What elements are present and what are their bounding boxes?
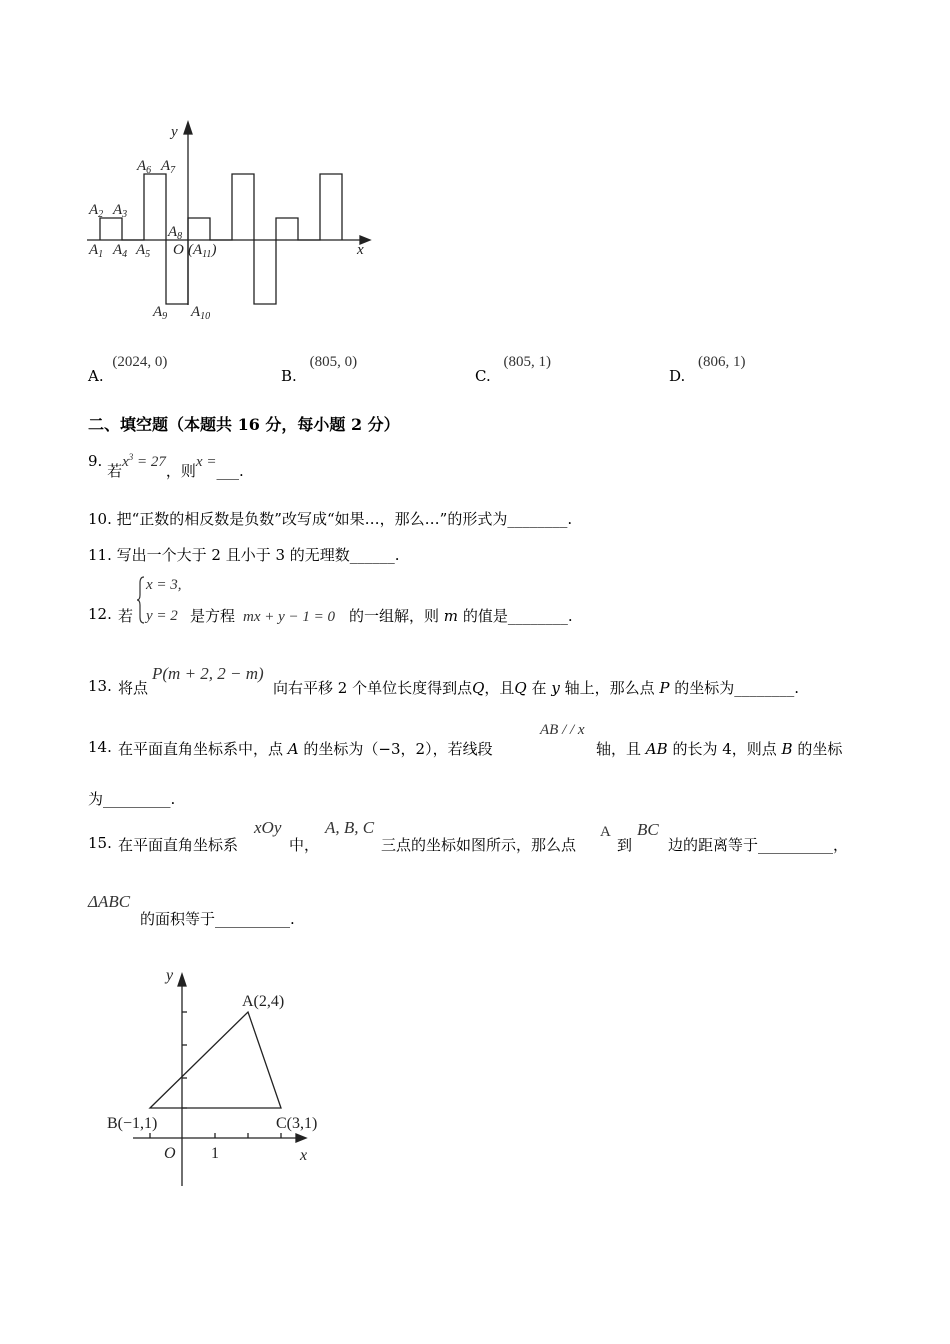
svg-text:(A11): $(A_{11})$ <box>188 242 217 260</box>
triangle-abc <box>150 1012 281 1108</box>
axis-x-label: x <box>357 242 364 258</box>
point-a-label: A(2,4) <box>242 993 285 1010</box>
svg-text:A1: $A_1$ <box>89 242 104 260</box>
option-a <box>88 352 168 385</box>
option-c <box>475 352 551 385</box>
tick-label-1: 1 <box>211 1145 219 1162</box>
step-path <box>100 174 342 304</box>
y-axis-arrow-2 <box>178 974 186 986</box>
q12-system-line2: y = 2 <box>146 608 178 624</box>
svg-text:A7: $A_7$ <box>161 158 176 176</box>
figure-triangle <box>100 960 340 1190</box>
point-c-label: C(3,1) <box>276 1115 318 1132</box>
option-c-value: (805, 1) <box>503 354 551 370</box>
question-11: 11. 写出一个大于 2 且小于 3 的无理数______. <box>88 546 400 564</box>
question-14-continued: 为_________. <box>88 790 176 808</box>
q12-brace <box>136 575 146 625</box>
q15-point-a: A <box>600 824 611 840</box>
option-d <box>669 352 746 385</box>
question-14: 14. 在平面直角坐标系中，点 A 的坐标为（−3，2），若线段 AB / / x 轴，且 AB 的长为 4，则点 B 的坐标 <box>88 722 843 758</box>
axis-y-label: y <box>171 124 178 140</box>
q12-system-line1: x = 3, <box>146 577 182 593</box>
origin-label-2: O <box>164 1145 176 1162</box>
y-axis-arrow <box>184 122 192 134</box>
question-12: 12. 若 x = 3, y = 2 是方程 mx + y − 1 = 0 的一组解，则 m 的值是________. <box>88 577 573 625</box>
q15-xoy: xOy <box>254 818 282 837</box>
question-13: 13. 将点 P(m + 2, 2 − m) 向右平移 2 个单位长度得到点Q，且Q 在 y 轴上，那么点 P 的坐标为________. <box>88 664 800 697</box>
option-a-value: (2024, 0) <box>112 354 168 370</box>
option-b <box>281 352 358 385</box>
figure-step-graph <box>80 118 380 328</box>
svg-text:A3: $A_3$ <box>113 202 128 220</box>
question-15: 15. 在平面直角坐标系 xOy 中， A, B, C 三点的坐标如图所示，那么点 A 到 BC 边的距离等于__________， <box>88 818 849 854</box>
option-c-letter: C. <box>475 367 491 385</box>
q9-equation: $x^3 = 27$ <box>122 452 166 470</box>
q12-equation: mx + y − 1 = 0 <box>243 609 336 625</box>
question-10: 10. 把“正数的相反数是负数”改写成“如果…，那么…”的形式为________. <box>88 510 573 528</box>
option-d-value: (806, 1) <box>698 354 746 370</box>
option-b-letter: B. <box>281 367 297 385</box>
option-d-letter: D. <box>669 367 686 385</box>
axis-x-label-2: x <box>300 1147 308 1164</box>
option-a-letter: A. <box>88 367 104 385</box>
q15-triangle: ΔABC <box>88 892 131 911</box>
svg-text:A10: $A_{10}$ <box>191 304 211 322</box>
option-b-value: (805, 0) <box>309 354 358 370</box>
svg-text:A9: $A_9$ <box>153 304 168 322</box>
svg-text:A6: $A_6$ <box>137 158 152 176</box>
x-axis-arrow-2 <box>296 1134 306 1142</box>
axis-y-label-2: y <box>166 967 174 984</box>
svg-text:A4: $A_4$ <box>113 242 128 260</box>
q15-bc: BC <box>637 820 659 839</box>
origin-label: O <box>173 242 184 258</box>
question-9: 9. 若$x^3 = 27$，则x =___. <box>88 452 244 480</box>
question-15-continued: ΔABC 的面积等于__________. <box>88 892 295 928</box>
svg-text:A8: $A_8$ <box>168 224 183 242</box>
q14-parallel: AB / / x <box>540 722 585 738</box>
q15-abc: A, B, C <box>325 818 375 837</box>
svg-text:A5: $A_5$ <box>136 242 151 260</box>
svg-text:A2: $A_2$ <box>89 202 104 220</box>
q13-point-p: P(m + 2, 2 − m) <box>152 664 264 683</box>
q9-x-equals: x = <box>195 454 217 470</box>
section-title: 二、填空题（本题共 16 分，每小题 2 分） <box>88 415 400 434</box>
point-b-label: B(−1,1) <box>107 1115 158 1132</box>
